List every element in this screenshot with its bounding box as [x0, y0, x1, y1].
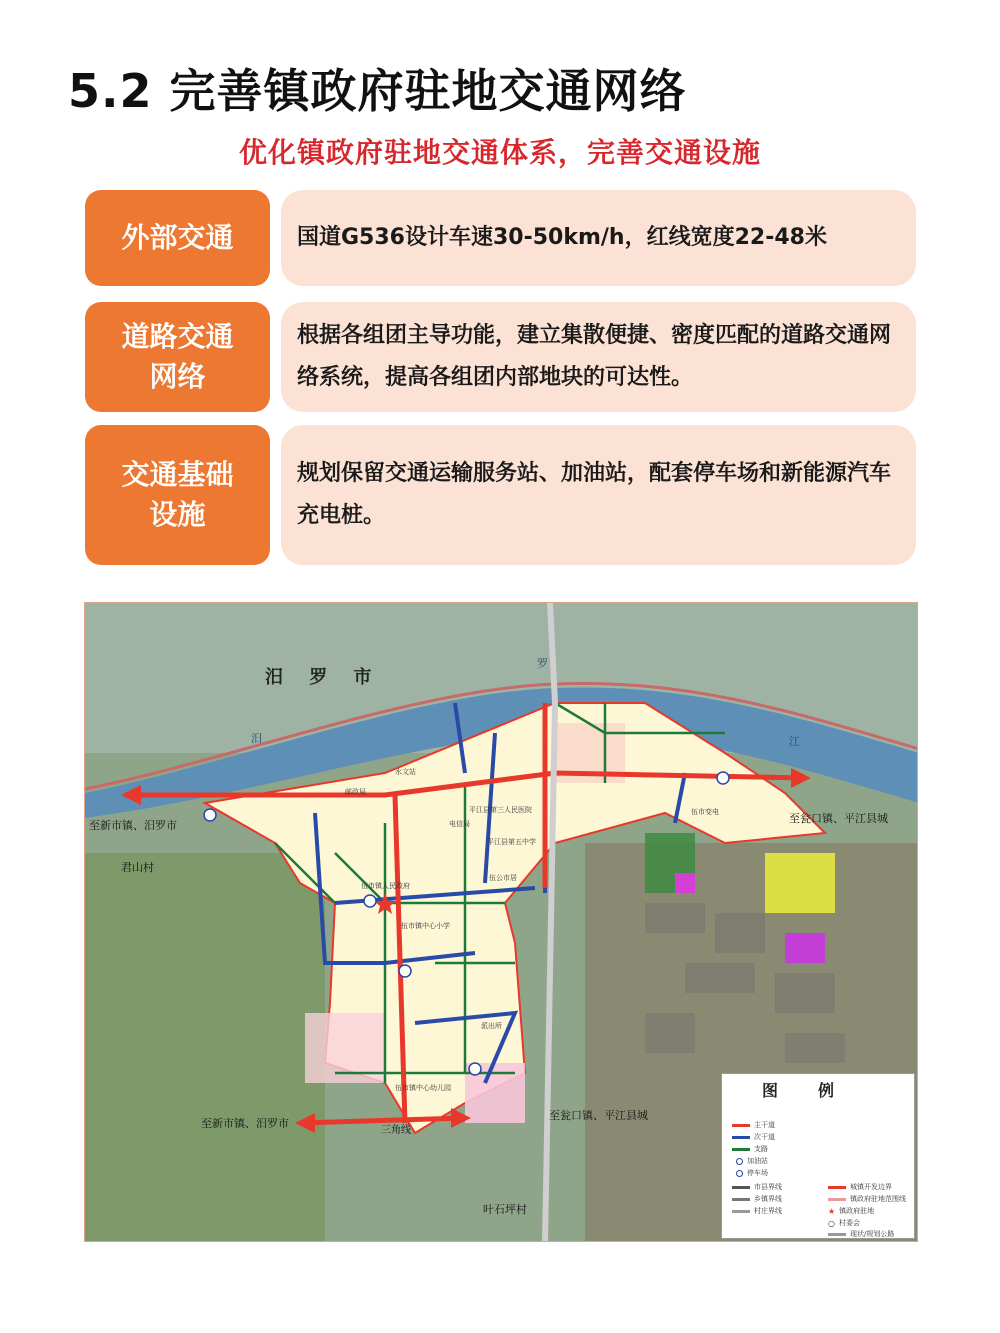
- desc-road-network: 根据各组团主导功能，建立集散便捷、密度匹配的道路交通网络系统，提高各组团内部地块的可达性。: [281, 302, 916, 412]
- poi-office: 伍公市居: [489, 874, 517, 882]
- tag-road-network: 道路交通 网络: [85, 302, 270, 412]
- label-east-bottom: 至瓮口镇、平江县城: [549, 1109, 648, 1122]
- poi-police: 派出所: [481, 1022, 502, 1030]
- circle-icon: ○: [828, 1218, 835, 1228]
- legend-village-line: 村庄界线: [732, 1206, 782, 1216]
- poi-kinder: 伍市镇中心幼儿园: [395, 1084, 451, 1092]
- star-icon: ★: [828, 1206, 836, 1216]
- label-east-top: 至瓮口镇、平江县城: [789, 812, 888, 825]
- parking-icon: [736, 1170, 743, 1177]
- info-row-network: [85, 302, 916, 412]
- label-west-bottom: 至新市镇、汨罗市: [201, 1117, 289, 1130]
- label-sanjiaoxian: 三角线: [381, 1125, 411, 1136]
- block-magenta-1: [675, 873, 695, 893]
- page-title: 5.2 完善镇政府驻地交通网络: [68, 64, 687, 118]
- poi-hospital: 平江县第三人民医院: [469, 806, 532, 814]
- river-char-2: 罗: [537, 657, 548, 670]
- river-char-3: 江: [789, 735, 800, 748]
- poi-school5: 平江县第五中学: [487, 838, 536, 846]
- legend-branch-road: 支路: [732, 1144, 768, 1154]
- poi-telecom: 电信局: [449, 820, 470, 828]
- legend-village-committee: ○ 村委会: [828, 1218, 860, 1228]
- tag-facilities: 交通基础 设施: [85, 425, 270, 565]
- tag-external-traffic: 外部交通: [85, 190, 270, 286]
- block-yellow-east: [765, 853, 835, 913]
- label-yeshiping: 叶石坪村: [483, 1203, 527, 1216]
- block-magenta-2: [785, 933, 825, 963]
- info-row-facilities: [85, 425, 916, 565]
- fuel-icon: [736, 1158, 743, 1165]
- legend-main-road: 主干道: [732, 1120, 775, 1130]
- desc-facilities: 规划保留交通运输服务站、加油站，配套停车场和新能源汽车充电桩。: [281, 425, 916, 565]
- traffic-map: [84, 602, 918, 1242]
- label-junshan: 君山村: [121, 861, 154, 874]
- legend-highway: 现状/规划公路: [828, 1229, 894, 1239]
- legend-secondary-road: 次干道: [732, 1132, 775, 1142]
- poi-primary: 伍市镇中心小学: [401, 922, 450, 930]
- info-row-external: [85, 190, 916, 286]
- poi-post: 邮政局: [345, 788, 366, 796]
- legend-dev-boundary: 城镇开发边界: [828, 1182, 892, 1192]
- city-label: 汨 罗 市: [265, 667, 382, 688]
- legend-county-line: 市县界线: [732, 1182, 782, 1192]
- legend-gov-seat: ★ 镇政府驻地: [828, 1206, 875, 1216]
- river-char-1: 汨: [251, 732, 262, 745]
- legend-title: 图例: [761, 1081, 874, 1100]
- map-legend: [721, 1073, 915, 1239]
- label-west-top: 至新市镇、汨罗市: [89, 819, 177, 832]
- legend-town-line: 乡镇界线: [732, 1194, 782, 1204]
- west-fields: [85, 853, 325, 1242]
- page-subtitle: 优化镇政府驻地交通体系，完善交通设施: [238, 136, 761, 169]
- poi-water: 水文站: [395, 768, 416, 776]
- legend-fuel: 加油站: [736, 1156, 768, 1166]
- legend-parking: 停车场: [736, 1168, 768, 1178]
- poi-gov: 伍市镇人民政府: [361, 882, 410, 890]
- poi-substation: 伍市变电: [691, 808, 719, 816]
- legend-town-range: 镇政府驻地范围线: [828, 1194, 906, 1204]
- desc-external-traffic: 国道G536设计车速30-50km/h，红线宽度22-48米: [281, 190, 916, 286]
